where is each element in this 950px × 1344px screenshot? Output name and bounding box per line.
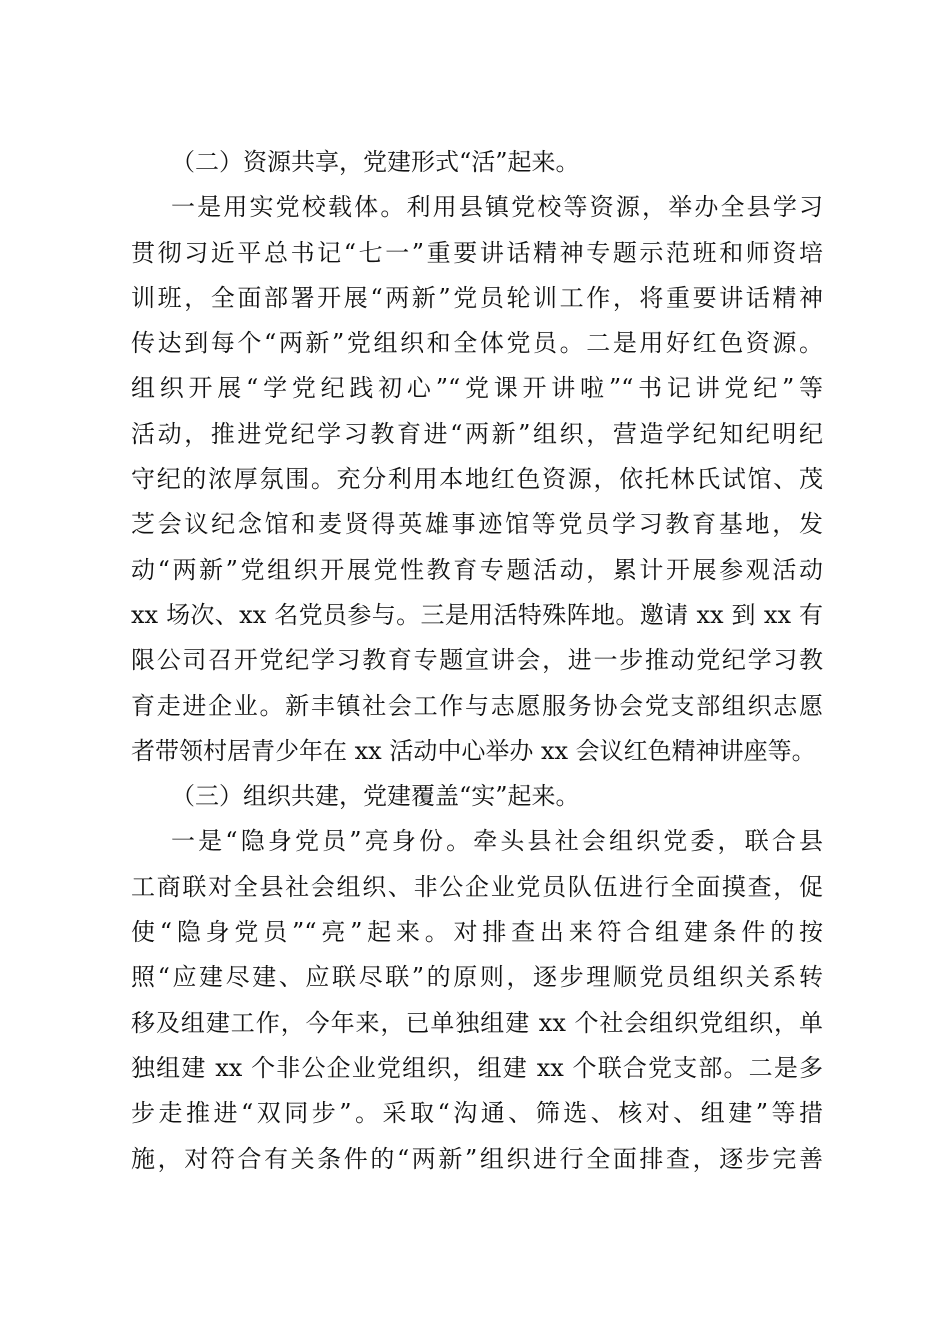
paragraph-line: xx 场次、xx 名党员参与。三是用活特殊阵地。邀请 xx 到 xx 有 bbox=[131, 600, 823, 629]
paragraph-line: 一是“隐身党员”亮身份。牵头县社会组织党委，联合县 bbox=[171, 827, 823, 856]
paragraph-line: 组织开展“学党纪践初心”“党课开讲啦”“书记讲党纪”等 bbox=[131, 374, 823, 403]
paragraph-line: 施，对符合有关条件的“两新”组织进行全面排查，逐步完善 bbox=[131, 1144, 823, 1173]
paragraph-line: 独组建 xx 个非公企业党组织，组建 xx 个联合党支部。二是多 bbox=[131, 1053, 823, 1082]
paragraph-line: 工商联对全县社会组织、非公企业党员队伍进行全面摸查，促 bbox=[131, 872, 823, 901]
paragraph-line: 守纪的浓厚氛围。充分利用本地红色资源，依托林氏试馆、茂 bbox=[131, 465, 823, 494]
paragraph-line: 训班，全面部署开展“两新”党员轮训工作，将重要讲话精神 bbox=[131, 283, 823, 312]
paragraph-line: 活动，推进党纪学习教育进“两新”组织，营造学纪知纪明纪 bbox=[131, 419, 823, 448]
paragraph-line: 动“两新”党组织开展党性教育专题活动，累计开展参观活动 bbox=[131, 555, 823, 584]
paragraph-line: 照“应建尽建、应联尽联”的原则，逐步理顺党员组织关系转 bbox=[131, 963, 823, 992]
paragraph-line: 芝会议纪念馆和麦贤得英雄事迹馆等党员学习教育基地，发 bbox=[131, 510, 823, 539]
paragraph-line: 移及组建工作，今年来，已单独组建 xx 个社会组织党组织，单 bbox=[131, 1008, 823, 1037]
paragraph-line: 一是用实党校载体。利用县镇党校等资源，举办全县学习 bbox=[171, 193, 823, 222]
paragraph-line: 使“隐身党员”“亮”起来。对排查出来符合组建条件的按 bbox=[131, 918, 823, 947]
section-heading: （二）资源共享，党建形式“活”起来。 bbox=[171, 148, 580, 176]
paragraph-line: 传达到每个“两新”党组织和全体党员。二是用好红色资源。 bbox=[131, 329, 823, 358]
paragraph-line: 限公司召开党纪学习教育专题宣讲会，进一步推动党纪学习教 bbox=[131, 646, 823, 675]
paragraph-line: 步走推进“双同步”。采取“沟通、筛选、核对、组建”等措 bbox=[131, 1099, 823, 1128]
paragraph-line: 贯彻习近平总书记“七一”重要讲话精神专题示范班和师资培 bbox=[131, 238, 823, 267]
paragraph-line: 者带领村居青少年在 xx 活动中心举办 xx 会议红色精神讲座等。 bbox=[131, 736, 816, 765]
paragraph-line: 育走进企业。新丰镇社会工作与志愿服务协会党支部组织志愿 bbox=[131, 691, 823, 720]
section-heading: （三）组织共建，党建覆盖“实”起来。 bbox=[171, 782, 580, 811]
document-body bbox=[131, 140, 823, 1182]
